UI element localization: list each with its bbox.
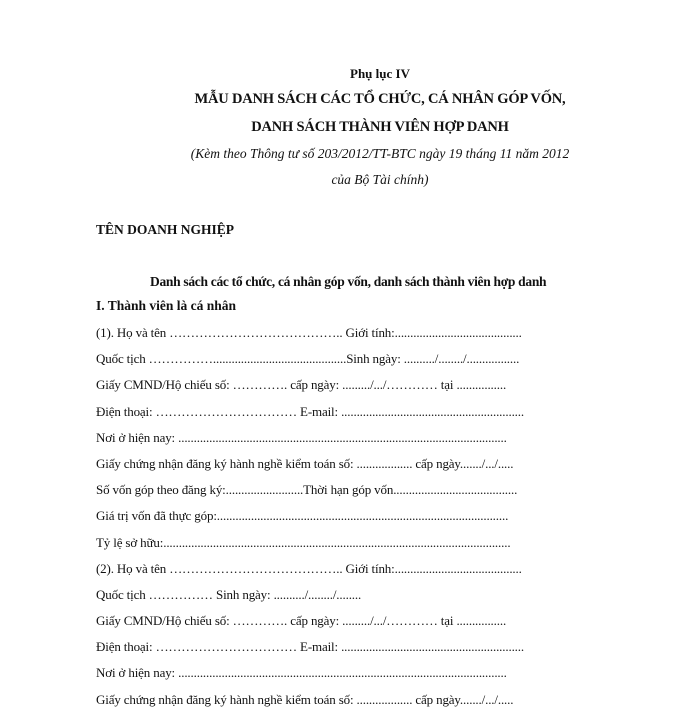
appendix-label: Phụ lục IV bbox=[350, 66, 410, 81]
form-line-name-1: (1). Họ và tên ………………………………….. Giới tính:......................................... bbox=[96, 325, 522, 340]
form-line-nationality-2: Quốc tịch …………… Sinh ngày: ........../......../........ bbox=[96, 586, 362, 602]
document-subtitle-line-1: (Kèm theo Thông tư số 203/2012/TT-BTC ngày 19 tháng 11 năm 2012 bbox=[190, 146, 570, 161]
form-line-registered-capital-1: Số vốn góp theo đăng ký:.........................Thời hạn góp vốn........................................ bbox=[96, 482, 518, 498]
form-line-id-card-2: Giấy CMND/Hộ chiếu số: …………. cấp ngày: ........./.../………… tại ................ bbox=[96, 613, 507, 629]
company-name-label: TÊN DOANH NGHIỆP bbox=[96, 222, 235, 237]
form-line-paid-capital-1: Giá trị vốn đã thực góp:.............................................................................................. bbox=[96, 508, 509, 524]
form-line-phone-1: Điện thoại: …………………………… E-mail: ........................................................... bbox=[96, 403, 524, 419]
form-line-audit-certificate-2: Giấy chứng nhận đăng ký hành nghề kiểm toán số: .................. cấp ngày......./.../..... bbox=[96, 691, 514, 707]
form-line-ownership-1: Tỷ lệ sở hữu:................................................................................................................ bbox=[96, 534, 511, 550]
list-title: Danh sách các tổ chức, cá nhân góp vốn, danh sách thành viên hợp danh bbox=[150, 274, 547, 289]
form-line-phone-2: Điện thoại: …………………………… E-mail: ........................................................... bbox=[96, 639, 524, 655]
section-heading: I. Thành viên là cá nhân bbox=[96, 298, 237, 313]
document-title-line-2: DANH SÁCH THÀNH VIÊN HỢP DANH bbox=[251, 119, 509, 135]
form-line-audit-certificate-1: Giấy chứng nhận đăng ký hành nghề kiểm toán số: .................. cấp ngày......./.../..... bbox=[96, 455, 514, 471]
form-line-residence-2: Nơi ở hiện nay: .......................................................................................................... bbox=[96, 665, 507, 681]
form-line-name-2: (2). Họ và tên ………………………………….. Giới tính:......................................... bbox=[96, 560, 522, 576]
member-form bbox=[96, 324, 696, 717]
form-line-residence-1: Nơi ở hiện nay: .......................................................................................................... bbox=[96, 429, 507, 445]
form-line-id-card-1: Giấy CMND/Hộ chiếu số: …………. cấp ngày: ........./.../………… tại ................ bbox=[96, 377, 507, 393]
document-subtitle-line-2: của Bộ Tài chính) bbox=[331, 172, 429, 187]
document-title-line-1: MẪU DANH SÁCH CÁC TỔ CHỨC, CÁ NHÂN GÓP VỐN, bbox=[194, 91, 566, 107]
form-line-nationality-1: Quốc tịch ……………...........................................Sinh ngày: ........../......../................. bbox=[96, 351, 520, 367]
